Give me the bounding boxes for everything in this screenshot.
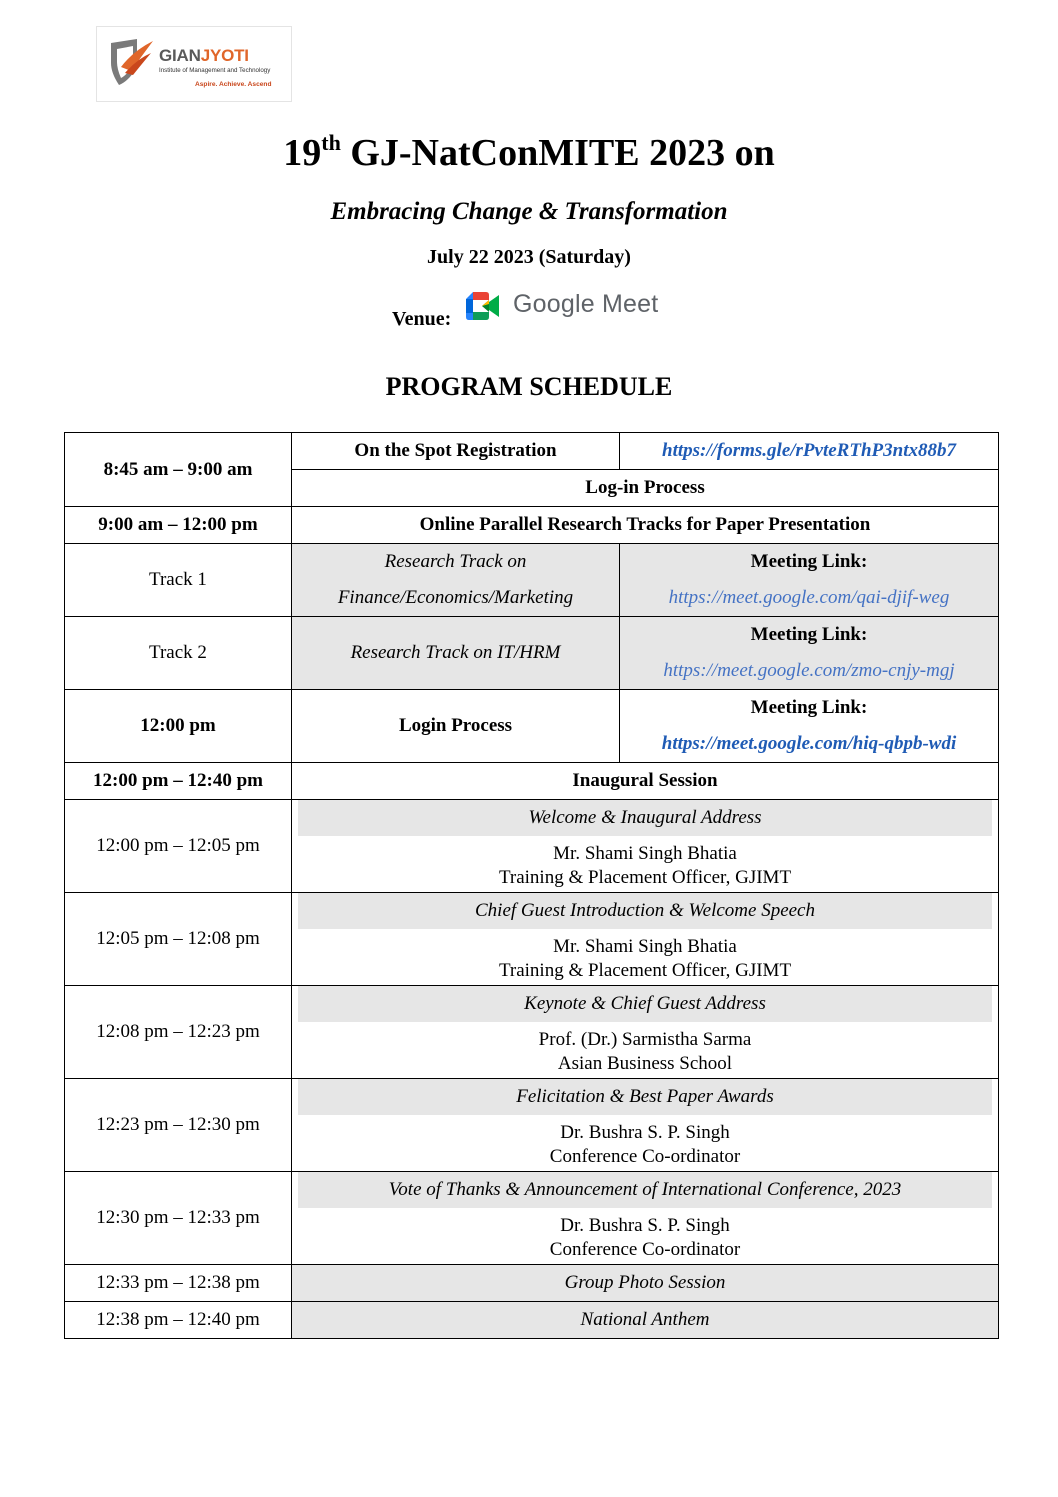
- meeting-link-label: Meeting Link:: [750, 551, 868, 572]
- track-topic-cell: Research Track on IT/HRM: [292, 617, 620, 690]
- schedule-heading: PROGRAM SCHEDULE: [385, 372, 673, 401]
- session-speaker: [292, 1115, 998, 1171]
- logo-tagline: Aspire. Achieve. Ascend: [195, 81, 272, 88]
- table-row: [65, 507, 999, 544]
- table-row: [65, 1302, 999, 1339]
- time-cell: 12:33 pm – 12:38 pm: [65, 1265, 292, 1302]
- time-cell: 12:23 pm – 12:30 pm: [65, 1079, 292, 1172]
- time-cell: 12:05 pm – 12:08 pm: [65, 893, 292, 986]
- session-speaker: [292, 1022, 998, 1078]
- venue-name: Google Meet: [513, 290, 659, 318]
- meeting-link-cell: [620, 690, 999, 763]
- conference-date: July 22 2023 (Saturday): [427, 246, 631, 268]
- track-name-cell: Track 1: [65, 544, 292, 617]
- institute-logo: [96, 26, 292, 102]
- speaker-role: Conference Co-ordinator: [549, 1239, 741, 1260]
- table-row: [65, 1172, 999, 1265]
- table-row: [65, 433, 999, 470]
- time-cell: 9:00 am – 12:00 pm: [65, 507, 292, 544]
- activity-cell: National Anthem: [292, 1302, 999, 1339]
- meeting-link[interactable]: https://meet.google.com/zmo-cnjy-mgj: [663, 660, 955, 681]
- session-speaker: [292, 836, 998, 892]
- activity-cell: Online Parallel Research Tracks for Paper Presentation: [292, 507, 999, 544]
- shield-icon: [107, 37, 155, 89]
- time-cell: 8:45 am – 9:00 am: [65, 433, 292, 507]
- activity-cell: On the Spot Registration: [292, 433, 620, 470]
- table-row: [65, 690, 999, 763]
- track-name-cell: Track 2: [65, 617, 292, 690]
- table-row: [65, 544, 999, 617]
- session-title: Vote of Thanks & Announcement of International Conference, 2023: [298, 1172, 992, 1208]
- session-title: Keynote & Chief Guest Address: [298, 986, 992, 1022]
- google-meet-icon: [466, 292, 500, 320]
- time-cell: 12:38 pm – 12:40 pm: [65, 1302, 292, 1339]
- meeting-link[interactable]: https://meet.google.com/hiq-qbpb-wdi: [661, 733, 957, 754]
- logo-institute-text: Institute of Management and Technology: [159, 67, 271, 74]
- table-row: [65, 1265, 999, 1302]
- speaker-role: Asian Business School: [557, 1053, 733, 1074]
- activity-cell: Log-in Process: [292, 470, 999, 507]
- meeting-link-label: Meeting Link:: [750, 624, 868, 645]
- session-title: Felicitation & Best Paper Awards: [298, 1079, 992, 1115]
- venue-label: Venue:: [392, 308, 452, 330]
- program-schedule-table: [64, 432, 999, 1339]
- time-cell: 12:00 pm: [65, 690, 292, 763]
- registration-link[interactable]: https://forms.gle/rPvteRThP3ntx88b7: [620, 433, 999, 470]
- page-title: 19th GJ-NatConMITE 2023 on: [283, 130, 775, 174]
- time-cell: 12:00 pm – 12:05 pm: [65, 800, 292, 893]
- session-title: Welcome & Inaugural Address: [298, 800, 992, 836]
- session-cell: [292, 1079, 999, 1172]
- conference-theme: Embracing Change & Transformation: [330, 198, 728, 225]
- table-row: [65, 893, 999, 986]
- table-row: [65, 800, 999, 893]
- session-cell: [292, 986, 999, 1079]
- meeting-link-label: Meeting Link:: [750, 697, 868, 718]
- meeting-link-cell: [620, 544, 999, 617]
- logo-wordmark: GIANJYOTI: [159, 46, 249, 65]
- meeting-link-cell: [620, 617, 999, 690]
- activity-cell: Inaugural Session: [292, 763, 999, 800]
- speaker-name: Dr. Bushra S. P. Singh: [560, 1215, 730, 1236]
- time-cell: 12:30 pm – 12:33 pm: [65, 1172, 292, 1265]
- activity-cell: Login Process: [292, 690, 620, 763]
- track-topic-cell: [292, 544, 620, 617]
- speaker-role: Training & Placement Officer, GJIMT: [498, 867, 792, 888]
- session-cell: [292, 1172, 999, 1265]
- session-speaker: [292, 929, 998, 985]
- time-cell: 12:00 pm – 12:40 pm: [65, 763, 292, 800]
- session-cell: [292, 800, 999, 893]
- speaker-role: Conference Co-ordinator: [549, 1146, 741, 1167]
- speaker-name: Dr. Bushra S. P. Singh: [560, 1122, 730, 1143]
- speaker-role: Training & Placement Officer, GJIMT: [498, 960, 792, 981]
- session-cell: [292, 893, 999, 986]
- activity-cell: Group Photo Session: [292, 1265, 999, 1302]
- table-row: [65, 986, 999, 1079]
- table-row: [65, 617, 999, 690]
- time-cell: 12:08 pm – 12:23 pm: [65, 986, 292, 1079]
- speaker-name: Mr. Shami Singh Bhatia: [553, 843, 737, 864]
- table-row: [65, 1079, 999, 1172]
- track-topic-line: Finance/Economics/Marketing: [337, 587, 574, 608]
- track-topic-line: Research Track on: [384, 551, 527, 572]
- speaker-name: Mr. Shami Singh Bhatia: [553, 936, 737, 957]
- session-title: Chief Guest Introduction & Welcome Speech: [298, 893, 992, 929]
- session-speaker: [292, 1208, 998, 1264]
- speaker-name: Prof. (Dr.) Sarmistha Sarma: [538, 1029, 752, 1050]
- table-row: [65, 763, 999, 800]
- meeting-link[interactable]: https://meet.google.com/qai-djif-weg: [668, 587, 950, 608]
